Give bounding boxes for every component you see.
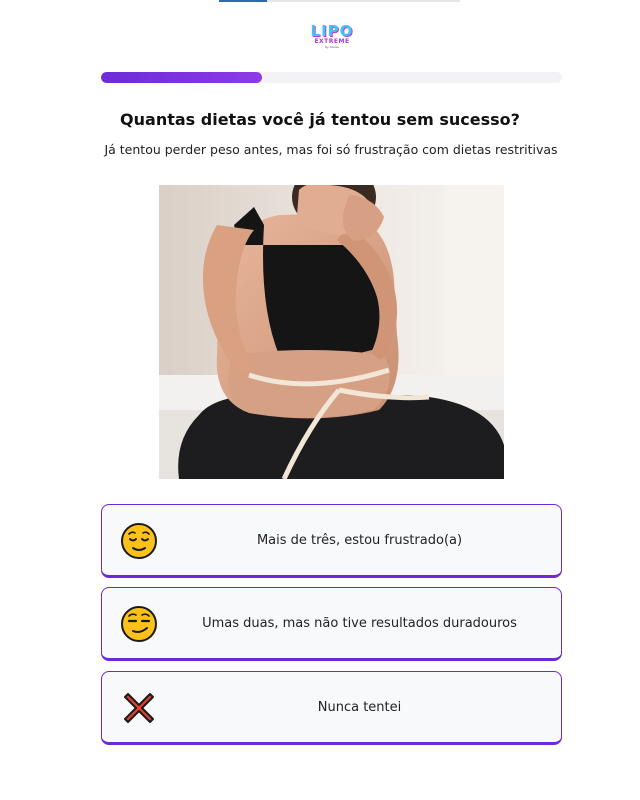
quiz-progress-fill [101, 72, 262, 83]
top-progress-strip-fill [219, 0, 267, 2]
logo-main-text: LIPO [310, 22, 354, 40]
smirking-face-emoji-icon [120, 605, 158, 643]
brand-logo [310, 24, 354, 48]
logo-tiny-text: by Sousa [325, 45, 339, 49]
hero-illustration [159, 185, 504, 479]
option-label: Nunca tentei [317, 700, 402, 715]
option-label: Mais de três, estou frustrado(a) [256, 533, 463, 548]
option-label: Umas duas, mas não tive resultados duradouros [202, 616, 517, 631]
logo-sub-text: EXTREME [314, 38, 350, 45]
relieved-face-emoji-icon [120, 522, 158, 560]
question-title: Quantas dietas você já tentou sem sucesso? [120, 110, 520, 129]
quiz-progress-bar [101, 72, 562, 83]
option-never-tried[interactable] [101, 671, 562, 745]
option-more-than-three[interactable] [101, 504, 562, 578]
option-about-two[interactable] [101, 587, 562, 661]
hero-image [159, 185, 504, 479]
top-progress-strip [219, 0, 460, 2]
cross-mark-icon [120, 689, 158, 727]
question-subtitle: Já tentou perder peso antes, mas foi só frustração com dietas restritivas [104, 142, 558, 157]
